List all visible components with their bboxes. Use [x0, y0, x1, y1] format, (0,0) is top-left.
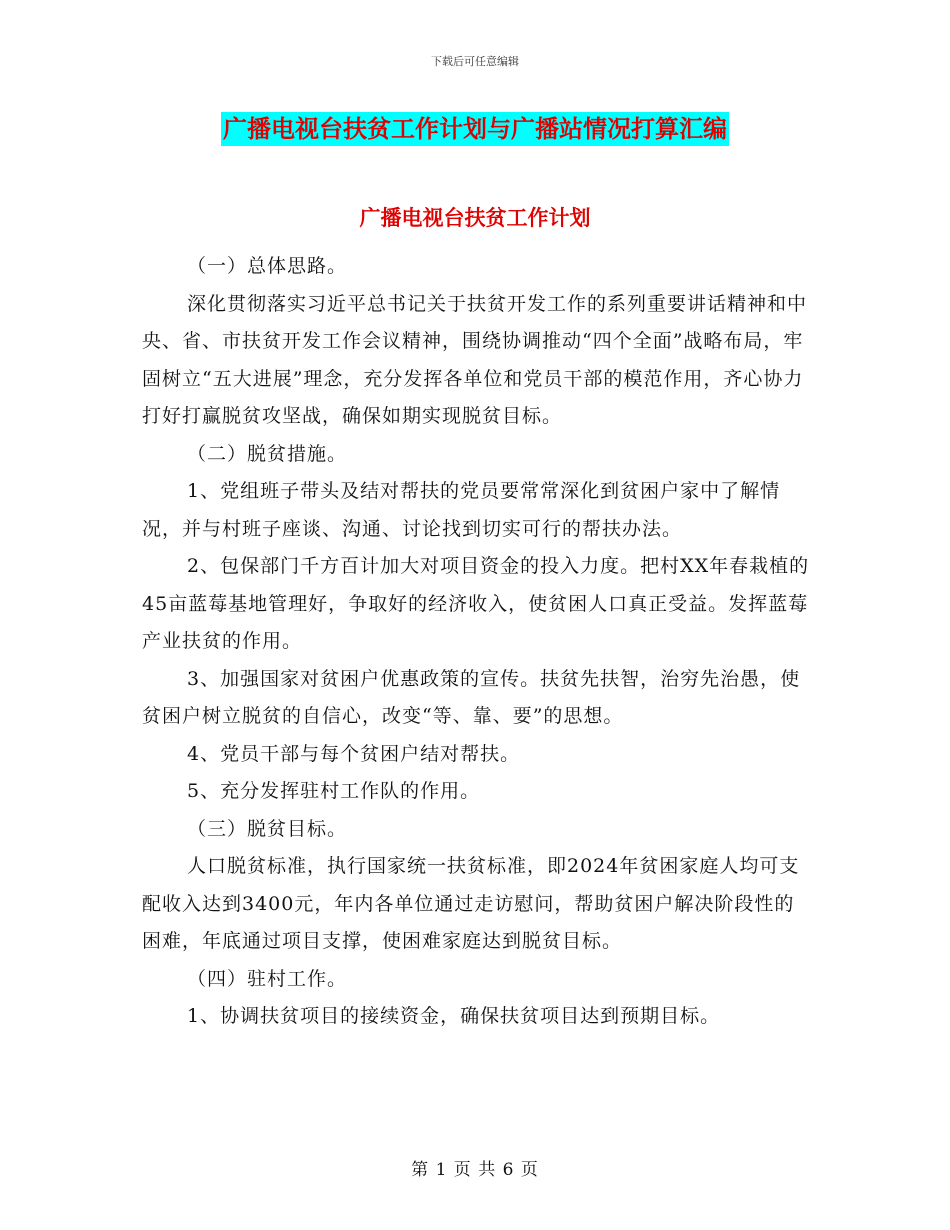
- paragraph: 深化贯彻落实习近平总书记关于扶贫开发工作的系列重要讲话精神和中央、省、市扶贫开发工作会议精神，围绕协调推动“四个全面”战略布局，牢固树立“五大进展”理念，充分发挥各单位和党员干部的模范作用，齐心协力打好打赢脱贫攻坚战，确保如期实现脱贫目标。: [142, 292, 808, 427]
- list-item: 4、党员干部与每个贫困户结对帮扶。: [187, 742, 521, 765]
- document-title: 广播电视台扶贫工作计划与广播站情况打算汇编: [221, 112, 729, 146]
- heading-village-work: （四）驻村工作。: [187, 967, 348, 990]
- document-body: [142, 248, 810, 1036]
- list-item: 1、协调扶贫项目的接续资金，确保扶贫项目达到预期目标。: [187, 1005, 721, 1027]
- list-item: 5、充分发挥驻村工作队的作用。: [187, 780, 481, 802]
- heading-measures: （二）脱贫措施。: [187, 442, 348, 465]
- heading-overall-approach: （一）总体思路。: [187, 255, 348, 277]
- section-title: 广播电视台扶贫工作计划: [359, 205, 591, 230]
- page-number: 第 1 页 共 6 页: [411, 1160, 539, 1180]
- list-item: 2、包保部门千方百计加大对项目资金的投入力度。把村XX年春栽植的45亩蓝莓基地管理好，争取好的经济收入，使贫困人口真正受益。发挥蓝莓产业扶贫的作用。: [142, 555, 810, 652]
- paragraph: 人口脱贫标准，执行国家统一扶贫标准，即2024年贫困家庭人均可支配收入达到3400元，年内各单位通过走访慰问，帮助贫困户解决阶段性的困难，年底通过项目支撑，使困难家庭达到脱贫目标。: [142, 855, 800, 952]
- heading-goals: （三）脱贫目标。: [187, 817, 348, 840]
- header-note: 下载后可任意编辑: [431, 55, 519, 68]
- list-item: 1、党组班子带头及结对帮扶的党员要常常深化到贫困户家中了解情况，并与村班子座谈、沟通、讨论找到切实可行的帮扶办法。: [142, 480, 781, 540]
- document-title-block: [0, 112, 950, 146]
- list-item: 3、加强国家对贫困户优惠政策的宣传。扶贫先扶智，治穷先治愚，使贫困户树立脱贫的自信心，改变“等、靠、要”的思想。: [142, 667, 801, 727]
